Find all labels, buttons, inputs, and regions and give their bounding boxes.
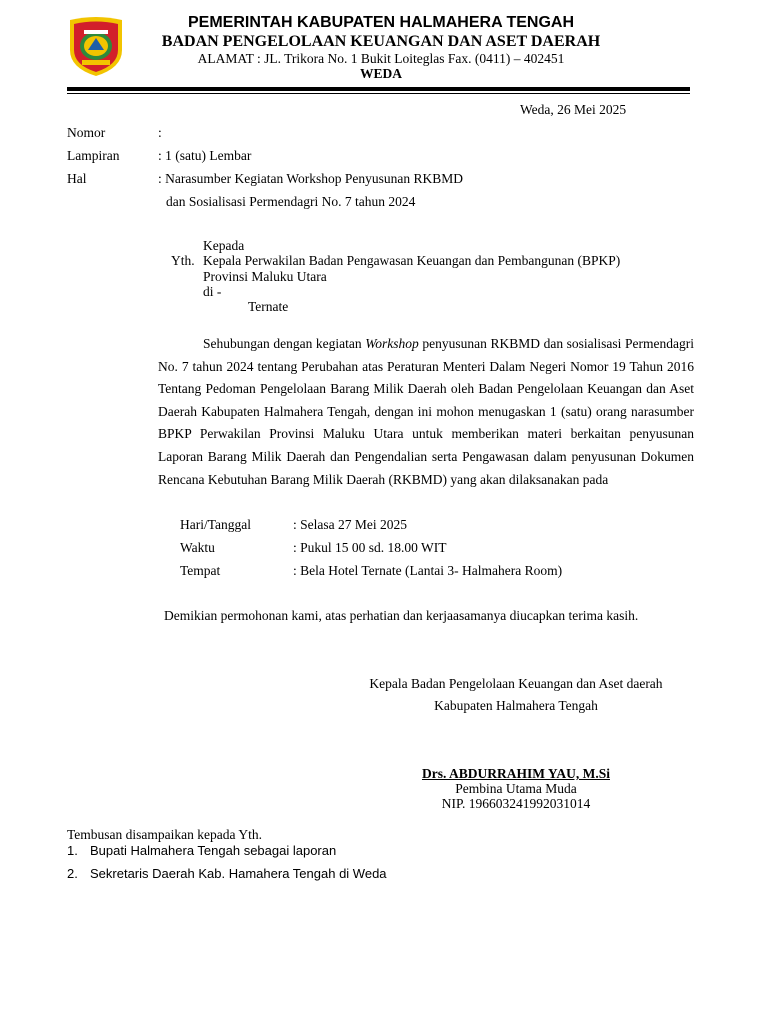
schedule-day-label: Hari/Tanggal [180,517,252,532]
header-divider-thick [67,87,690,91]
header-address: ALAMAT : JL. Trikora No. 1 Bukit Loiteglas Fax. (0411) – 402451 [197,51,565,66]
lampiran-value: : 1 (satu) Lembar [158,148,252,163]
body-text-main: penyusunan RKBMD dan sosialisasi Permendagri No. 7 tahun 2024 tentang Perubahan atas Peraturan Menteri Dalam Negeri Nomor 19 Tahun 2016 Tentang Pedoman Pengelolaan Barang Milik Daerah oleh Badan Pengelolaan Keuangan dan Aset Daerah Kabupaten Halmahera Tengah, dengan ini mohon menugaskan 1 (satu) orang narasumber BPKP Perwakilan Provinsi Maluku Utara untuk memberikan materi berkaitan penyusunan Laporan Barang Milik Daerah dan Pengendalian serta Pengawasan dalam penyusunan Dokumen Rencana Kebutuhan Barang Milik Daerah (RKBMD) yang akan dilaksanakan pada [158,336,695,487]
cc-item: Bupati Halmahera Tengah sebagai laporan [90,843,337,858]
lampiran-label: Lampiran [67,148,120,163]
schedule-time-value: : Pukul 15 00 sd. 18.00 WIT [293,540,447,555]
recipient-kepada: Kepada [203,238,245,253]
letter-body [158,333,694,491]
hal-value: : Narasumber Kegiatan Workshop Penyusunan RKBMD [158,171,463,186]
nomor-value: : [158,125,162,140]
nomor-label: Nomor [67,125,106,140]
recipient-province: Provinsi Maluku Utara [203,269,327,284]
regency-emblem-icon [66,16,126,78]
recipient-di: di - [203,284,222,299]
signatory-regency: Kabupaten Halmahera Tengah [434,698,598,713]
schedule-place-label: Tempat [180,563,221,578]
schedule-day-value: : Selasa 27 Mei 2025 [293,517,407,532]
header-agency-name: BADAN PENGELOLAAN KEUANGAN DAN ASET DAERAH [161,33,601,50]
cc-item-number: 1. [67,843,78,858]
schedule-time-label: Waktu [180,540,215,555]
recipient-place: Ternate [248,299,289,314]
hal-value-continued: dan Sosialisasi Permendagri No. 7 tahun 2024 [166,194,416,209]
signatory-nip: NIP. 196603241992031014 [441,796,591,811]
header-government-name: PEMERINTAH KABUPATEN HALMAHERA TENGAH [187,14,575,31]
cc-item-number: 2. [67,866,78,881]
header-divider-thin [67,93,690,94]
signatory-name: Drs. ABDURRAHIM YAU, M.Si [421,766,610,781]
header-city: WEDA [359,66,402,81]
signatory-rank: Pembina Utama Muda [455,781,577,796]
signatory-title: Kepala Badan Pengelolaan Keuangan dan Aset daerah [369,676,663,691]
closing-statement: Demikian permohonan kami, atas perhatian dan kerjaasamanya diucapkan terima kasih. [164,608,639,623]
letter-date: Weda, 26 Mei 2025 [520,102,627,117]
recipient-name: Kepala Perwakilan Badan Pengawasan Keuangan dan Pembangunan (BPKP) [203,253,621,268]
cc-item: Sekretaris Daerah Kab. Hamahera Tengah di Weda [90,866,387,881]
body-text-intro: Sehubungan dengan kegiatan [203,336,366,351]
body-text-workshop: Workshop [365,336,419,351]
schedule-place-value: : Bela Hotel Ternate (Lantai 3- Halmahera Room) [293,563,563,578]
recipient-yth: Yth. [171,253,195,268]
cc-heading: Tembusan disampaikan kepada Yth. [67,827,262,842]
hal-label: Hal [67,171,87,186]
